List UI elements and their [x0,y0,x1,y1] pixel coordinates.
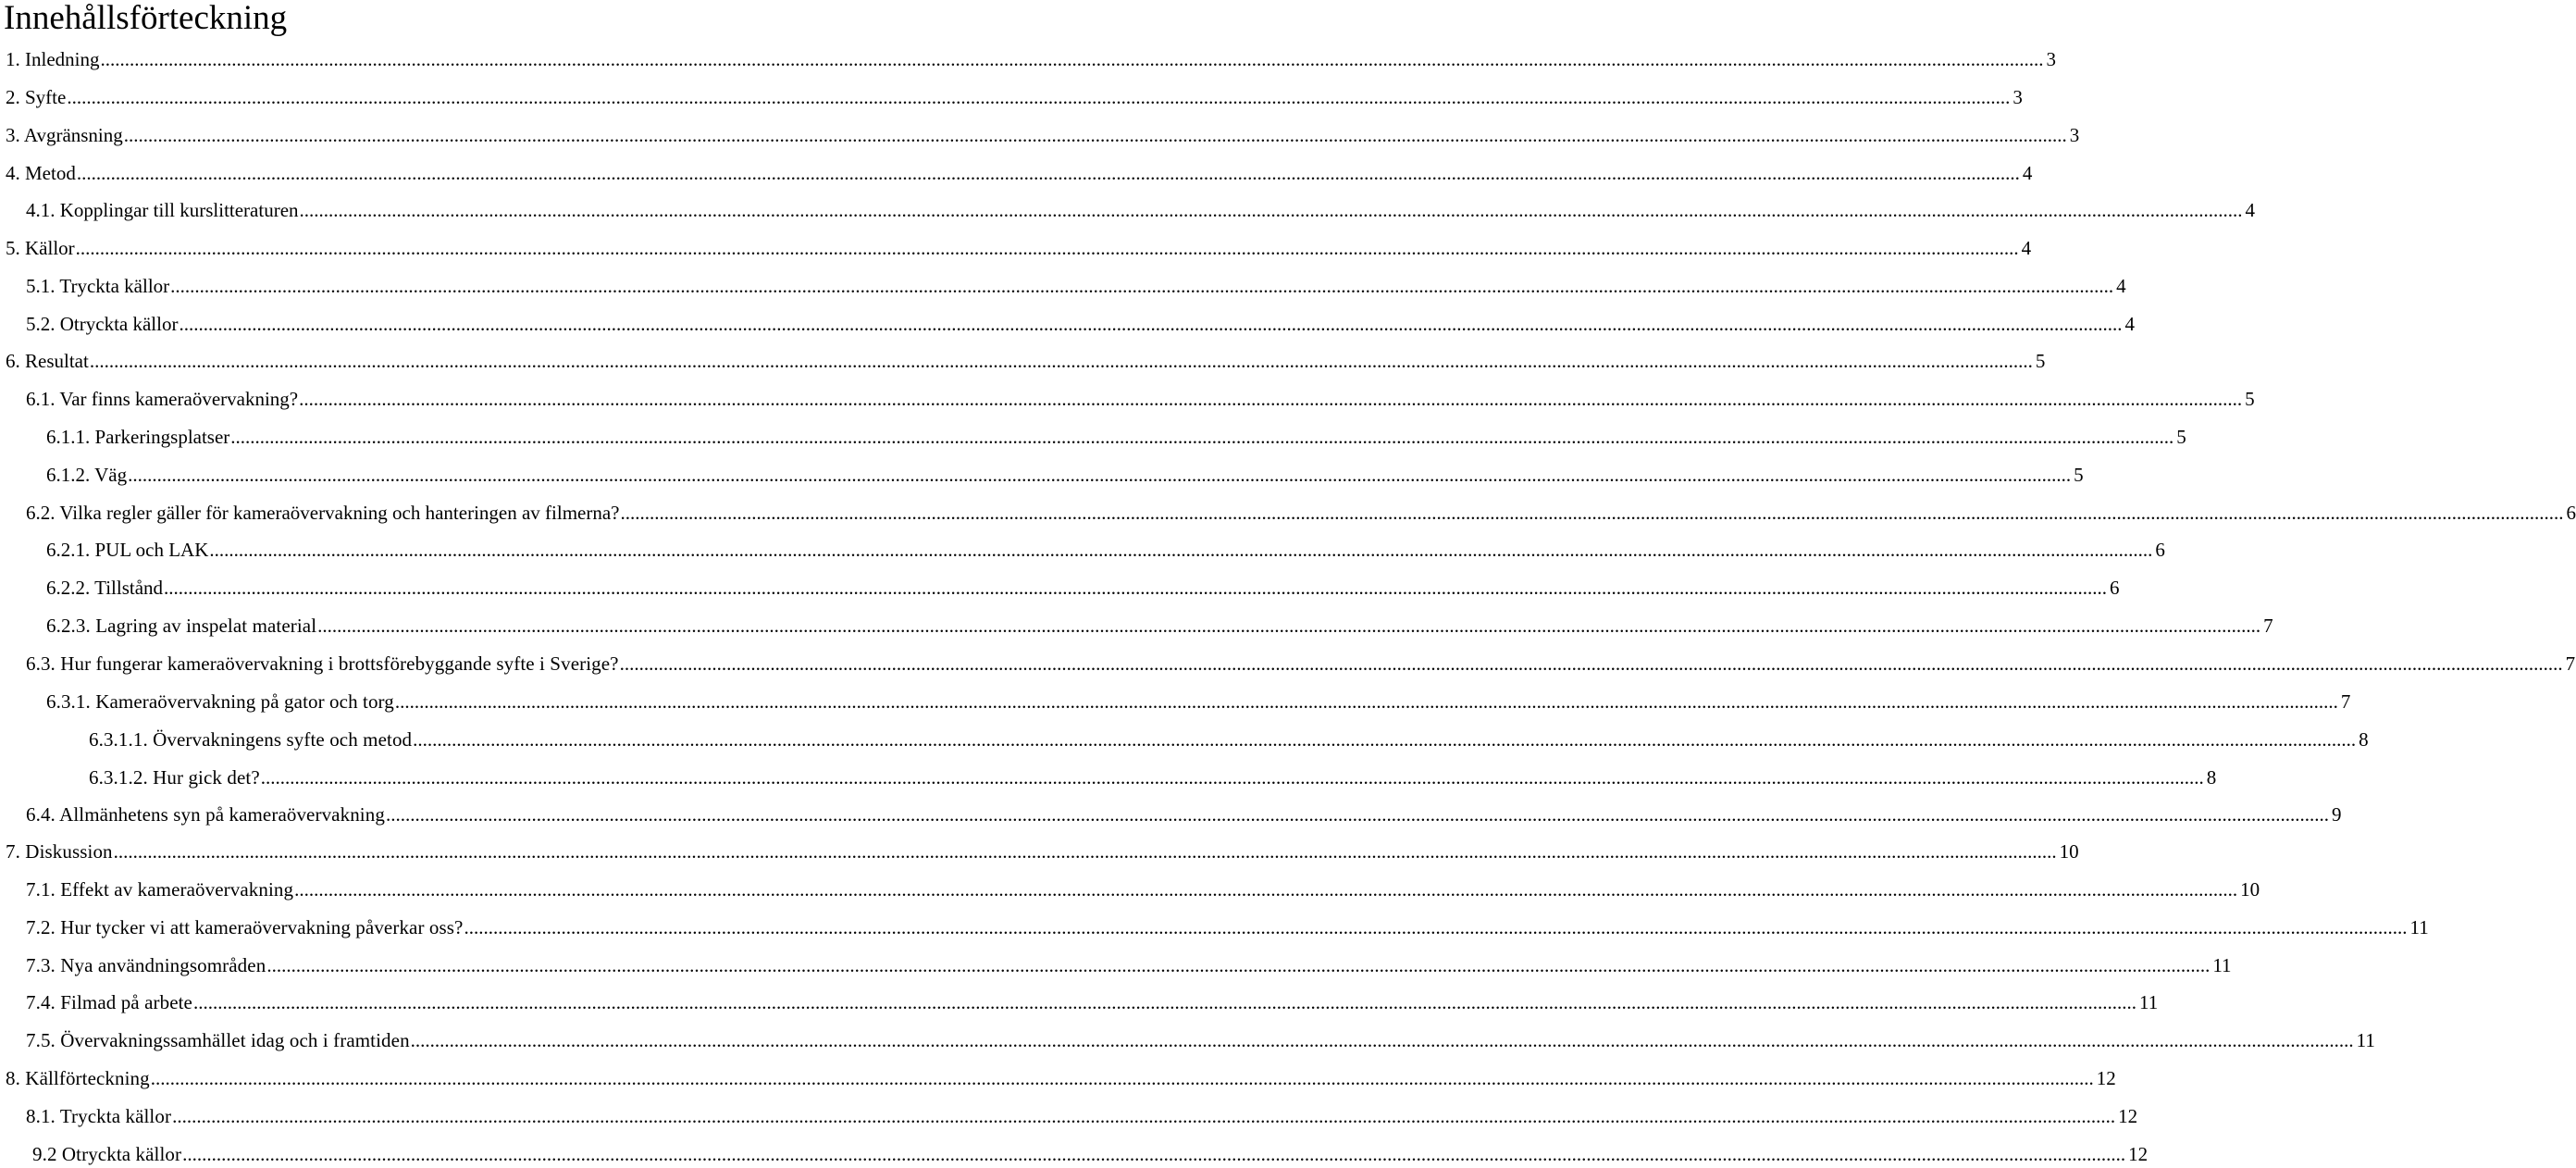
toc-entry-label: 7. Diskussion [6,840,113,863]
toc-entry-label: 6.3. Hur fungerar kameraövervakning i brottsförebyggande syfte i Sverige? [26,652,619,675]
toc-entry[interactable] [6,161,2033,185]
toc-entry-label: 9.2 Otryckta källor [32,1143,182,1165]
toc-entry-label: 6.1.1. Parkeringsplatser [46,426,230,448]
toc-entry-page-number: 4 [2245,199,2256,221]
toc-entry[interactable] [32,1142,2149,1166]
toc-dot-leader: ................................................................................................................................................................................................................................................................................................................................................................................................................ [394,690,2338,713]
toc-entry[interactable] [46,463,2084,487]
toc-dot-leader: ................................................................................................................................................................................................................................................................................................................................................................................................................ [620,502,2564,524]
toc-dot-leader: ................................................................................................................................................................................................................................................................................................................................................................................................................ [230,426,2174,448]
toc-entry-label: 1. Inledning [6,48,100,70]
toc-entry-label: 7.3. Nya användningsområden [26,954,266,976]
toc-entry-label: 6.1. Var finns kameraövervakning? [26,388,299,410]
toc-entry-label: 2. Syfte [6,86,67,108]
toc-entry[interactable] [46,614,2273,638]
toc-dot-leader: ................................................................................................................................................................................................................................................................................................................................................................................................................ [209,539,2153,561]
toc-entry[interactable] [26,915,2429,939]
toc-entry-page-number: 6 [2155,539,2165,561]
toc-entry-page-number: 5 [2245,388,2255,410]
toc-entry-page-number: 5 [2035,350,2046,372]
toc-entry-label: 6.2.1. PUL och LAK [46,539,209,561]
toc-dot-leader: ................................................................................................................................................................................................................................................................................................................................................................................................................ [113,840,2057,863]
toc-entry-label: 6.3.1.2. Hur gick det? [89,766,260,789]
toc-dot-leader: ................................................................................................................................................................................................................................................................................................................................................................................................................ [179,313,2123,335]
toc-entry[interactable] [46,425,2186,449]
toc-dot-leader: ................................................................................................................................................................................................................................................................................................................................................................................................................ [299,199,2243,221]
toc-entry-label: 6.3.1. Kameraövervakning på gator och torg [46,690,394,713]
toc-entry-page-number: 3 [2069,124,2080,146]
toc-entry-label: 6.3.1.1. Övervakningens syfte och metod [89,728,413,751]
toc-dot-leader: ................................................................................................................................................................................................................................................................................................................................................................................................................ [76,162,2020,184]
toc-dot-leader: ................................................................................................................................................................................................................................................................................................................................................................................................................ [182,1143,2126,1165]
toc-entry[interactable] [46,690,2351,714]
toc-entry-label: 6.4. Allmänhetens syn på kameraövervakning [26,803,385,826]
toc-entry-page-number: 11 [2212,954,2232,976]
toc-entry[interactable] [26,1028,2375,1052]
toc-dot-leader: ................................................................................................................................................................................................................................................................................................................................................................................................................ [410,1029,2354,1051]
toc-entry-page-number: 6 [2566,502,2576,524]
toc-entry-page-number: 4 [2124,313,2135,335]
toc-entry-page-number: 4 [2021,237,2032,259]
toc-entry-page-number: 12 [2118,1105,2138,1127]
toc-entry-label: 5.2. Otryckta källor [26,313,179,335]
toc-entry-page-number: 3 [2046,48,2056,70]
toc-dot-leader: ................................................................................................................................................................................................................................................................................................................................................................................................................ [100,48,2044,70]
toc-entry[interactable] [6,236,2032,260]
toc-entry-page-number: 10 [2240,878,2260,901]
toc-dot-leader: ................................................................................................................................................................................................................................................................................................................................................................................................................ [67,86,2011,108]
toc-dot-leader: ................................................................................................................................................................................................................................................................................................................................................................................................................ [266,954,2211,976]
toc-dot-leader: ................................................................................................................................................................................................................................................................................................................................................................................................................ [385,803,2329,826]
toc-entry-page-number: 8 [2206,766,2217,789]
toc-dot-leader: ................................................................................................................................................................................................................................................................................................................................................................................................................ [294,878,2238,901]
toc-dot-leader: ................................................................................................................................................................................................................................................................................................................................................................................................................ [172,1105,2116,1127]
toc-entry-page-number: 5 [2074,464,2084,486]
toc-dot-leader: ................................................................................................................................................................................................................................................................................................................................................................................................................ [128,464,2072,486]
toc-entry-label: 7.1. Effekt av kameraövervakning [26,878,294,901]
toc-entry[interactable] [26,802,2342,826]
toc-entry-page-number: 11 [2138,991,2159,1013]
toc-entry[interactable] [26,1104,2138,1128]
toc-entry-page-number: 7 [2340,690,2351,713]
toc-dot-leader: ................................................................................................................................................................................................................................................................................................................................................................................................................ [317,615,2261,637]
toc-entry[interactable] [6,839,2079,864]
toc-entry[interactable] [89,727,2369,752]
toc-entry[interactable] [26,198,2256,222]
toc-entry-label: 6.2. Vilka regler gäller för kameraövervakning och hanteringen av filmerna? [26,502,620,524]
toc-entry-page-number: 7 [2263,615,2273,637]
toc-entry[interactable] [89,765,2217,789]
toc-entry-page-number: 4 [2022,162,2033,184]
toc-entry-label: 3. Avgränsning [6,124,123,146]
toc-entry[interactable] [26,953,2232,977]
toc-entry[interactable] [46,576,2120,600]
toc-entry-page-number: 5 [2176,426,2186,448]
toc-entry-page-number: 12 [2096,1067,2116,1089]
toc-entry-label: 7.4. Filmad på arbete [26,991,192,1013]
toc-dot-leader: ................................................................................................................................................................................................................................................................................................................................................................................................................ [464,916,2408,938]
toc-entry-label: 7.5. Övervakningssamhället idag och i framtiden [26,1029,410,1051]
toc-entry-label: 6. Resultat [6,350,89,372]
toc-entry[interactable] [6,123,2080,147]
toc-entry-page-number: 6 [2110,577,2120,599]
toc-dot-leader: ................................................................................................................................................................................................................................................................................................................................................................................................................ [164,577,2108,599]
toc-entry-page-number: 12 [2128,1143,2149,1165]
toc-dot-leader: ................................................................................................................................................................................................................................................................................................................................................................................................................ [89,350,2033,372]
toc-entry-page-number: 7 [2565,652,2576,675]
toc-entry[interactable] [6,1066,2116,1090]
toc-entry[interactable] [26,387,2255,411]
toc-entry[interactable] [46,538,2165,562]
toc-entry-label: 6.2.2. Tillstånd [46,577,164,599]
toc-entry-label: 5. Källor [6,237,75,259]
toc-entry-label: 4. Metod [6,162,76,184]
toc-entry-label: 7.2. Hur tycker vi att kameraövervakning påverkar oss? [26,916,464,938]
toc-dot-leader: ................................................................................................................................................................................................................................................................................................................................................................................................................ [192,991,2136,1013]
toc-entry[interactable] [6,85,2023,109]
toc-entry-page-number: 3 [2012,86,2023,108]
toc-entry-label: 6.2.3. Lagring av inspelat material [46,615,317,637]
toc-entry-page-number: 10 [2059,840,2079,863]
toc-dot-leader: ................................................................................................................................................................................................................................................................................................................................................................................................................ [299,388,2243,410]
toc-dot-leader: ................................................................................................................................................................................................................................................................................................................................................................................................................ [619,652,2563,675]
toc-entry[interactable] [26,501,2576,525]
toc-entry-page-number: 11 [2409,916,2429,938]
toc-entry-label: 6.1.2. Väg [46,464,128,486]
toc-dot-leader: ................................................................................................................................................................................................................................................................................................................................................................................................................ [170,275,2114,297]
page-title: Innehållsförteckning [4,0,288,37]
toc-entry-page-number: 4 [2116,275,2126,297]
toc-dot-leader: ................................................................................................................................................................................................................................................................................................................................................................................................................ [260,766,2204,789]
toc-entry-page-number: 11 [2356,1029,2375,1051]
toc-dot-leader: ................................................................................................................................................................................................................................................................................................................................................................................................................ [75,237,2019,259]
toc-entry-label: 4.1. Kopplingar till kurslitteraturen [26,199,299,221]
toc-entry-label: 8. Källförteckning [6,1067,150,1089]
toc-entry-label: 5.1. Tryckta källor [26,275,170,297]
toc-dot-leader: ................................................................................................................................................................................................................................................................................................................................................................................................................ [150,1067,2094,1089]
toc-entry[interactable] [26,652,2576,676]
toc-entry-page-number: 8 [2359,728,2369,751]
toc-entry[interactable] [26,312,2135,336]
toc-entry[interactable] [26,990,2159,1014]
toc-dot-leader: ................................................................................................................................................................................................................................................................................................................................................................................................................ [123,124,2067,146]
toc-dot-leader: ................................................................................................................................................................................................................................................................................................................................................................................................................ [413,728,2357,751]
toc-entry-page-number: 9 [2331,803,2342,826]
toc-entry[interactable] [26,274,2126,298]
toc-entry[interactable] [6,47,2056,71]
toc-entry[interactable] [6,349,2046,373]
toc-entry[interactable] [26,877,2260,901]
toc-entry-label: 8.1. Tryckta källor [26,1105,172,1127]
